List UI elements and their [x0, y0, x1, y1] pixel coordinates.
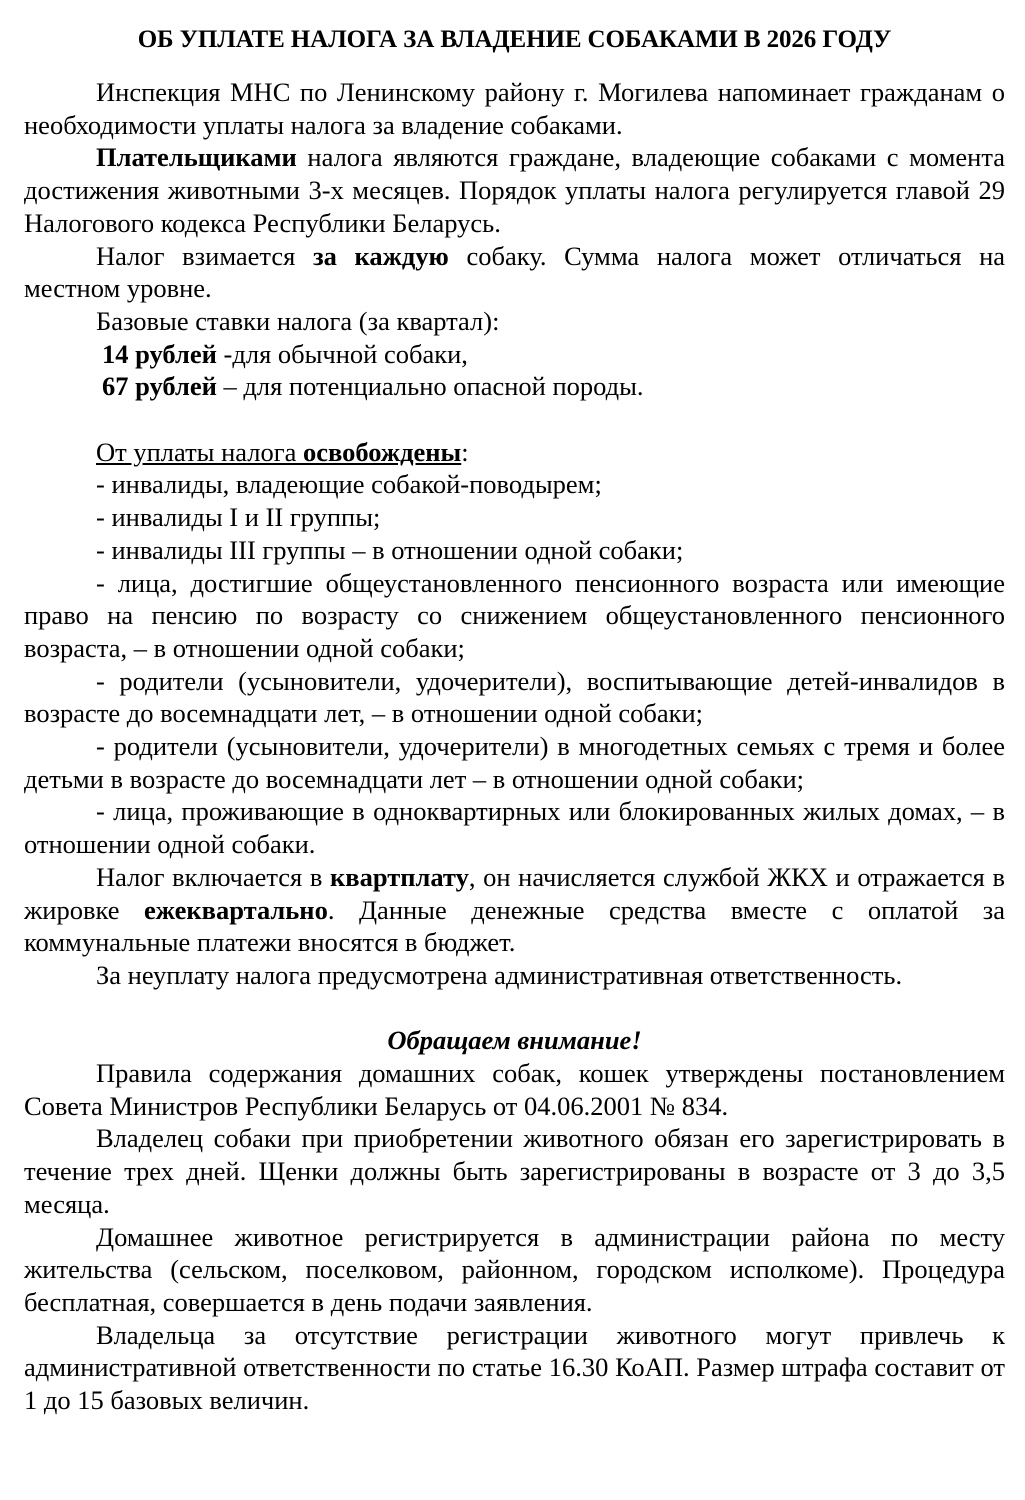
- exempt-item: - лица, проживающие в одноквартирных или блокированных жилых домах, – в отношении одной собаки.: [24, 796, 1005, 860]
- owner-paragraph: Владелец собаки при приобретении животного обязан его зарегистрировать в течение трех дней. Щенки должны быть зарегистрированы в возрасте от 3 до 3,5 месяца.: [24, 1123, 1005, 1219]
- rate-dangerous: [24, 370, 1005, 403]
- liability-paragraph: За неуплату налога предусмотрена административная ответственность.: [96, 959, 903, 990]
- registration-paragraph: Домашнее животное регистрируется в администрации района по месту жительства (сельском, поселковом, районном, городском исполкоме). Процедура бесплатная, совершается в день подачи заявления.: [24, 1221, 1005, 1317]
- rates-heading: Базовые ставки налога (за квартал):: [96, 305, 500, 336]
- each-bold: за каждую: [312, 240, 449, 271]
- rent-bold-quarterly-rent: квартплату: [329, 861, 469, 892]
- exempt-bold: освобождены: [303, 436, 462, 467]
- attention-text: Обращаем внимание!: [387, 1025, 642, 1056]
- exempt-pre: От уплаты налога: [96, 436, 303, 467]
- rate-dangerous-amount: 67 рублей: [102, 371, 217, 402]
- page-title: ОБ УПЛАТЕ НАЛОГА ЗА ВЛАДЕНИЕ СОБАКАМИ В 2026 ГОДУ: [137, 26, 892, 53]
- rent-post: . Данные денежные средства вместе с оплатой за коммунальные платежи вносятся в бюджет.: [24, 894, 1005, 958]
- rent-paragraph: [24, 861, 1005, 959]
- exempt-item: - инвалиды, владеющие собакой-поводырем;: [96, 469, 602, 500]
- fine-paragraph: Владельца за отсутствие регистрации животного могут привлечь к административной ответственности по статье 16.30 КоАП. Размер штрафа составит от 1 до 15 базовых величин.: [24, 1319, 1005, 1416]
- each-pre: Налог взимается: [96, 240, 313, 271]
- rent-mid: , он начисляется службой ЖКХ и отражается в жировке: [24, 861, 1005, 925]
- exempt-item: - инвалиды III группы – в отношении одной собаки;: [96, 534, 684, 565]
- exempt-item: - родители (усыновители, удочерители) в многодетных семьях с тремя и более детьми в возрасте до восемнадцати лет – в отношении одной собаки;: [24, 731, 1005, 794]
- each-post: собаку. Сумма налога может отличаться на местном уровне.: [24, 240, 1006, 304]
- exempt-item: - родители (усыновители, удочерители), воспитывающие детей-инвалидов в возрасте до восемнадцати лет, – в отношении одной собаки;: [24, 665, 1005, 729]
- each-dog-paragraph: [24, 240, 1005, 305]
- rent-bold-quarterly: ежеквартально: [144, 894, 328, 925]
- exempt-heading-underlined: [96, 437, 461, 467]
- payers-paragraph: [24, 141, 1005, 239]
- rent-pre: Налог включается в: [96, 861, 330, 892]
- exempt-item: - лица, достигшие общеустановленного пенсионного возраста или имеющие право на пенсию по возрасту со снижением общеустановленного пенсионного возраста, – в отношении одной собаки;: [24, 567, 1005, 663]
- exempt-item: - инвалиды I и II группы;: [96, 502, 381, 533]
- attention-heading: [24, 1024, 1005, 1057]
- intro-paragraph: Инспекция МНС по Ленинскому району г. Могилева напоминает гражданам о необходимости уплаты налога за владение собаками.: [24, 77, 1005, 140]
- rate-regular-amount: 14 рублей: [102, 338, 217, 369]
- document-page: [24, 24, 1005, 1417]
- payers-text: налога являются граждане, владеющие собаками с момента достижения животными 3-х месяцев. Порядок уплаты налога регулируется главой 29 Налогового кодекса Республики Беларусь.: [24, 142, 1005, 238]
- rate-regular: [24, 338, 1005, 371]
- exempt-heading: [24, 436, 1005, 469]
- rate-dangerous-desc: – для потенциально опасной породы.: [216, 371, 644, 402]
- rules-paragraph: Правила содержания домашних собак, кошек утверждены постановлением Совета Министров Республики Беларусь от 04.06.2001 № 834.: [24, 1058, 1005, 1121]
- rate-regular-desc: -для обычной собаки,: [216, 338, 468, 369]
- exempt-post: :: [461, 436, 469, 467]
- payers-bold: Плательщиками: [96, 142, 297, 173]
